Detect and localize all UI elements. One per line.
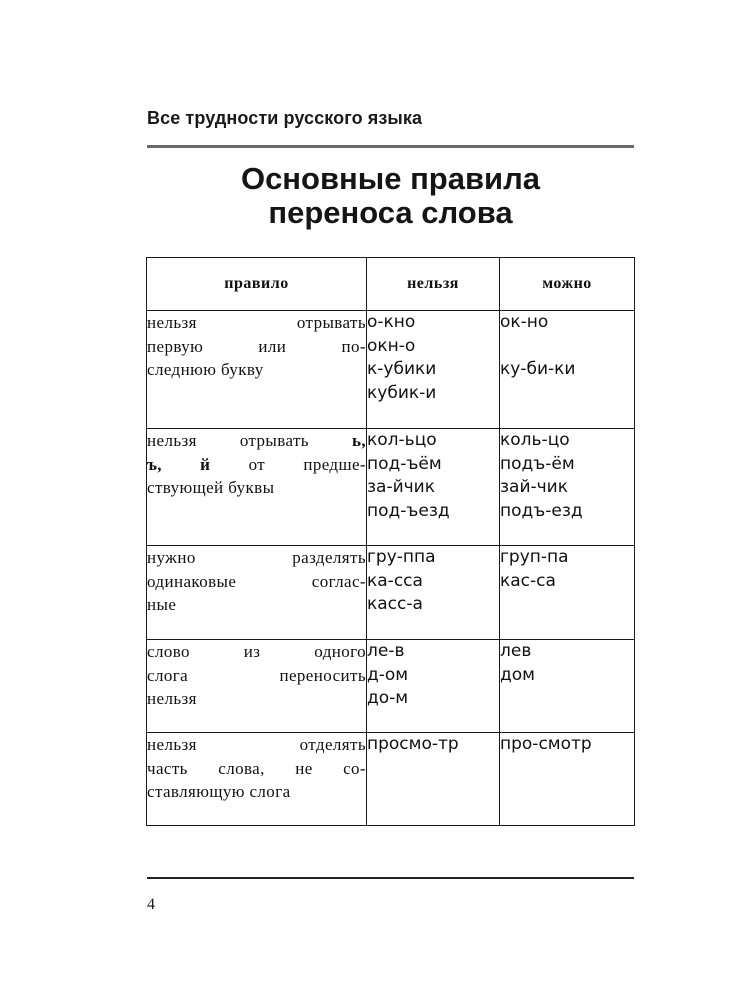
- allowed-example: груп-па: [500, 547, 569, 567]
- forbidden-example: к-убики: [367, 359, 437, 379]
- rule-line: нужно разделять: [147, 548, 366, 567]
- table-row: [147, 640, 635, 733]
- rule-text: от предше-: [248, 454, 366, 474]
- rule-cell: [147, 311, 367, 429]
- column-header-forbidden: нельзя: [367, 258, 500, 311]
- allowed-example: дом: [500, 664, 535, 685]
- forbidden-cell: [367, 733, 500, 826]
- forbidden-example: касс-а: [367, 594, 423, 614]
- allowed-example: подъ-езд: [500, 500, 583, 521]
- forbidden-cell: [367, 311, 500, 429]
- rule-line: одинаковые соглас-: [147, 571, 366, 591]
- forbidden-example: окн-о: [367, 335, 416, 356]
- allowed-cell: [500, 640, 635, 733]
- rule-line: часть слова, не со-: [147, 758, 366, 778]
- rule-line: ствующей буквы: [147, 478, 275, 497]
- rule-line: первую или по-: [147, 336, 366, 356]
- allowed-example: лев: [500, 641, 532, 661]
- forbidden-example: о-кно: [367, 312, 416, 332]
- footer-divider: [147, 877, 634, 879]
- forbidden-example: под-ъезд: [367, 500, 450, 521]
- rule-line: нельзя: [147, 689, 197, 708]
- allowed-example: коль-цо: [500, 430, 570, 450]
- allowed-example: ок-но: [500, 312, 549, 332]
- rule-cell: [147, 429, 367, 546]
- forbidden-example: за-йчик: [367, 477, 435, 497]
- rule-line: слога переносить: [147, 665, 366, 685]
- forbidden-example: кубик-и: [367, 382, 437, 403]
- forbidden-example: под-ъём: [367, 453, 442, 474]
- page-number: 4: [147, 896, 155, 913]
- page-title-line-2: переноса слова: [268, 195, 513, 230]
- allowed-cell: [500, 546, 635, 640]
- rule-letters: ь,: [351, 431, 367, 450]
- forbidden-example: ка-сса: [367, 570, 423, 591]
- rule-line: следнюю букву: [147, 360, 264, 379]
- forbidden-cell: [367, 429, 500, 546]
- rule-line: ные: [147, 595, 177, 614]
- rule-line: ставляющую слога: [147, 782, 291, 801]
- forbidden-example: просмо-тр: [367, 734, 459, 754]
- allowed-example: подъ-ём: [500, 453, 575, 474]
- forbidden-example: ле-в: [367, 641, 405, 661]
- page-title: [147, 162, 634, 230]
- forbidden-example: гру-ппа: [367, 547, 436, 567]
- rule-text: нельзя отрывать: [147, 431, 309, 450]
- forbidden-example: до-м: [367, 688, 409, 708]
- table-header-row: [147, 258, 635, 311]
- table-row: [147, 546, 635, 640]
- table-row: [147, 733, 635, 826]
- page-title-line-1: Основные правила: [240, 161, 541, 196]
- allowed-example: зай-чик: [500, 477, 568, 497]
- allowed-cell: [500, 311, 635, 429]
- allowed-cell: [500, 429, 635, 546]
- hyphenation-rules-table: [146, 257, 635, 826]
- rule-letters: ъ, й: [147, 454, 211, 474]
- allowed-example: ку-би-ки: [500, 359, 576, 379]
- allowed-example: про-смотр: [500, 734, 592, 754]
- rule-line: [147, 429, 366, 453]
- running-header: Все трудности русского языка: [147, 108, 423, 128]
- header-divider: [147, 145, 634, 148]
- column-header-allowed: можно: [500, 258, 635, 311]
- rule-line: [147, 453, 366, 477]
- forbidden-cell: [367, 640, 500, 733]
- rule-cell: [147, 733, 367, 826]
- forbidden-example: д-ом: [367, 664, 409, 685]
- allowed-cell: [500, 733, 635, 826]
- table-row: [147, 429, 635, 546]
- forbidden-cell: [367, 546, 500, 640]
- rule-line: нельзя отделять: [147, 735, 366, 754]
- rule-line: нельзя отрывать: [147, 313, 366, 332]
- column-header-rule: правило: [147, 258, 367, 311]
- allowed-example: кас-са: [500, 570, 556, 591]
- table-row: [147, 311, 635, 429]
- rule-line: слово из одного: [147, 642, 366, 661]
- rule-cell: [147, 640, 367, 733]
- forbidden-example: кол-ьцо: [367, 430, 437, 450]
- allowed-example: [500, 335, 634, 359]
- rule-cell: [147, 546, 367, 640]
